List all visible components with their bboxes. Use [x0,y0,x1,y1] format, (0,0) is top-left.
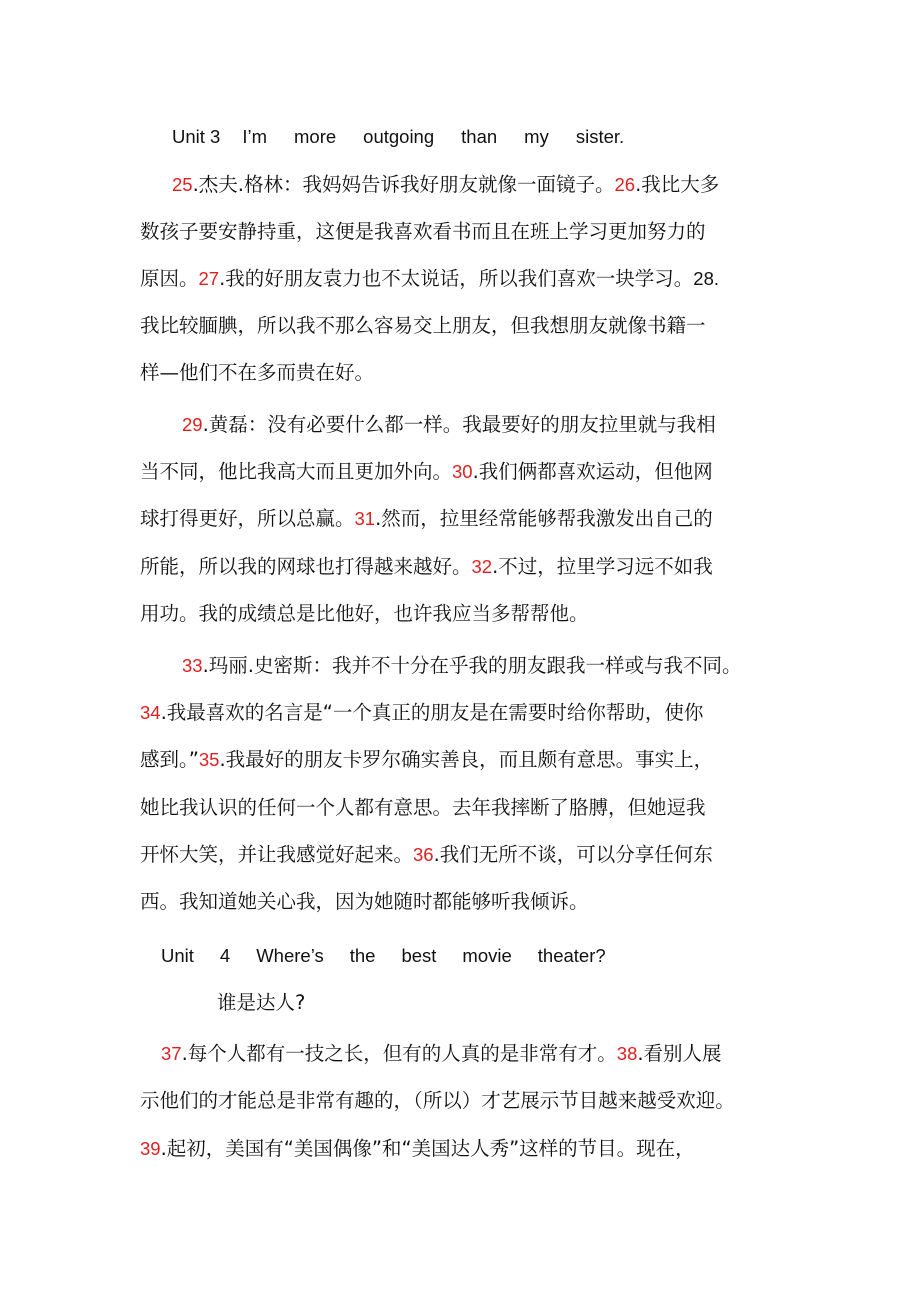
text-line [140,1087,735,1115]
text-line [140,553,713,581]
text-line [140,359,374,387]
sentence-number: 35 [198,749,220,770]
heading-word: sister. [575,126,625,147]
text-line [140,841,713,869]
heading-word: the [349,945,376,966]
sentence-number: 29 [182,414,203,435]
sentence-number: 38 [616,1043,638,1064]
sentence-text: .玛丽.史密斯：我并不十分在乎我的朋友跟我一样或与我不同。 [202,654,742,677]
text-line [182,652,741,680]
text-line [140,1135,695,1163]
sentence-text: .然而，拉里经常能够帮我激发出自己的 [375,507,713,530]
heading-word: Unit [161,945,194,966]
text-line [140,218,706,246]
text-line [140,888,589,916]
sentence-number: 33 [182,655,203,676]
sentence-text: 用功。我的成绩总是比他好，也许我应当多帮帮他。 [140,602,589,625]
heading-word: 4 [219,945,231,966]
heading-word: than [461,126,498,147]
sentence-text: 我比较腼腆，所以我不那么容易交上朋友，但我想朋友就像书籍一 [140,314,706,337]
sentence-number: 31 [354,508,376,529]
sentence-number: 26 [614,174,636,195]
sentence-number: 36 [413,844,434,865]
sentence-number: 25 [172,174,193,195]
text-line [172,171,719,199]
sentence-text: .我最好的朋友卡罗尔确实善良，而且颇有意思。事实上， [219,748,714,771]
sentence-number: 39 [140,1138,161,1159]
sentence-number: 27 [198,268,220,289]
sentence-text: 数孩子要安静持重，这便是我喜欢看书而且在班上学习更加努力的 [140,220,706,243]
sentence-text: 当不同，他比我高大而且更加外向。 [140,460,453,483]
sentence-number: 34 [140,702,161,723]
text-line [182,411,716,439]
text-line [140,312,706,340]
sentence-text: 西。我知道她关心我，因为她随时都能够听我倾诉。 [140,890,589,913]
sentence-text: .起初，美国有“美国偶像”和“美国达人秀”这样的节目。现在， [160,1137,695,1160]
sentence-text: 示他们的才能总是非常有趣的，（所以）才艺展示节目越来越受欢迎。 [140,1089,735,1112]
sentence-text: 她比我认识的任何一个人都有意思。去年我摔断了胳膊，但她逗我 [140,796,706,819]
heading-word: movie [462,945,512,966]
sentence-number: 30 [452,461,473,482]
subtitle-text: 谁是达人? [217,991,306,1014]
sentence-number: 37 [161,1043,182,1064]
heading-word: theater? [537,945,606,966]
text-line [140,699,703,727]
sentence-text: .看别人展 [637,1042,722,1065]
sentence-text: .每个人都有一技之长，但有的人真的是非常有才。 [181,1042,617,1065]
sentence-text: 所能，所以我的网球也打得越来越好。 [140,555,472,578]
unit4-heading [161,942,606,970]
sentence-text: 开怀大笑，并让我感觉好起来。 [140,843,414,866]
heading-word: outgoing [363,126,435,147]
heading-word: I’m [242,126,267,147]
sentence-text: .我们俩都喜欢运动，但他网 [472,460,713,483]
sentence-text: .我比大多 [635,173,720,196]
unit3-heading [172,123,624,151]
sentence-text: .不过，拉里学习远不如我 [492,555,713,578]
heading-word: best [401,945,437,966]
sentence-number-plain: 28. [693,268,720,289]
sentence-text: .我最喜欢的名言是“一个真正的朋友是在需要时给你帮助，使你 [160,701,704,724]
unit4-subtitle [217,989,305,1017]
sentence-text: 球打得更好，所以总赢。 [140,507,355,530]
sentence-text: .黄磊：没有必要什么都一样。我最要好的朋友拉里就与我相 [202,413,716,436]
text-line [161,1040,722,1068]
text-line [140,794,706,822]
sentence-number: 32 [471,556,493,577]
text-line [140,600,589,628]
text-line [140,505,713,533]
sentence-text: 原因。 [140,267,199,290]
sentence-text: 感到。” [140,748,199,771]
heading-word: more [294,126,337,147]
text-line [140,458,713,486]
sentence-text: .杰夫.格林：我妈妈告诉我好朋友就像一面镜子。 [192,173,615,196]
sentence-text: 样—他们不在多而贵在好。 [140,361,375,384]
heading-word: Unit 3 [172,126,221,147]
heading-word: Where’s [256,945,324,966]
heading-word: my [524,126,549,147]
text-line [140,265,719,293]
sentence-text: .我的好朋友袁力也不太说话，所以我们喜欢一块学习。 [219,267,694,290]
sentence-text: .我们无所不谈，可以分享任何东 [433,843,713,866]
text-line [140,746,713,774]
